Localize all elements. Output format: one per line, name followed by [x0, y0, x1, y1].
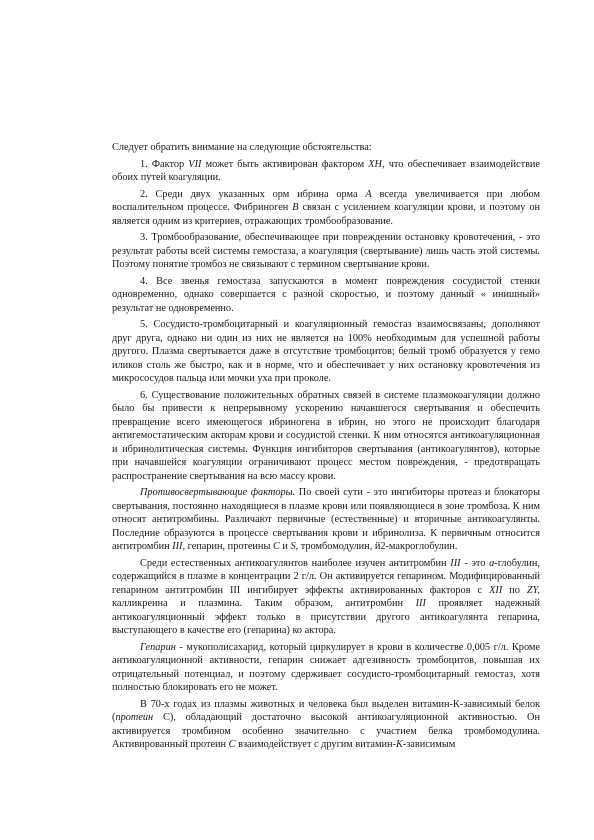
paragraph-5 — [112, 318, 540, 386]
paragraph-4 — [112, 275, 540, 316]
text-segment: калликреина и плазмина. Таким образом, антитромбин — [112, 598, 416, 609]
italic-text: а- — [489, 557, 498, 569]
text-segment: 6. Существование положительных обратных связей в системе плазмокоагуляции должно было бы привести к непрерывному ускорению начавшегося свертывания и обеспечить превращение всего имеющегося ибриногена в ибрин, но этого не происходит благодаря антигемостатическим акторам крови и сосудистой стенки. К ним относятся антикоагуляционная и ибринолитическая системы. Функция ингибиторов свертывания (антикоагулянтов), которые при начавшейся коагуляции ограничивают процесс местом повреждения, - предотвращать распространение свертывания на всю массу крови. — [112, 389, 540, 482]
text-segment: связан с усилением коагуляции крови, и поэтому он является одним из критериев, отражающих тромбообразование. — [112, 202, 540, 227]
italic-text: VII — [188, 158, 202, 170]
paragraph-intro — [112, 141, 540, 155]
italic-text: Гепарин — [140, 641, 176, 653]
italic-text: III — [415, 598, 426, 609]
text-segment: по — [502, 584, 527, 596]
text-segment: что обеспечивает взаимодействие обоих путей коагуляции. — [112, 158, 541, 183]
text-segment: всегда увеличивается при любом воспалительном процессе. Фибриноген — [112, 188, 540, 213]
text-segment: гепарин, протеины — [185, 541, 273, 552]
text-segment: 2. Среди двух указанных орм ибрина орма — [140, 188, 366, 200]
text-segment: проявляет надежный антикоагуляционный эффект только в присутствии другого антикоагулянта гепарина, выступающего в качестве его (гепарина) ко актора. — [112, 598, 540, 636]
paragraph-3 — [112, 231, 540, 272]
text-segment: По своей сути - это ингибиторы протеаз и блокаторы свертывания, постоянно находящиеся в плазме крови или появляющиеся в зоне тромбоза. К ним относят антитромбины. Различают первичные (естественные) и вторичные антикоагулянты. Последние образуются в процессе свертывания крови и ибринолиза. К первичным относится антитромбин — [112, 487, 540, 552]
italic-text: III — [450, 557, 461, 569]
document-page — [112, 141, 540, 755]
italic-text: ZY, — [526, 584, 540, 596]
text-segment: 4. Все звенья гемостаза запускаются в момент повреждения сосудистой стенки одновременно, однако совершается с разной скоростью, и поэтому данный « инишный» результат не одновременно. — [112, 275, 540, 314]
text-segment: В 70-х годах из плазмы животных и человека был выделен витамин-К-зависимый белок ( — [112, 698, 540, 723]
italic-text: В — [292, 202, 299, 213]
text-segment: - это — [460, 557, 490, 569]
text-segment: Среди естественных антикоагулянтов наиболее изучен антитромбин — [140, 557, 451, 569]
paragraph-6 — [112, 389, 540, 484]
paragraph-2 — [112, 188, 540, 229]
text-segment: может быть активирован фактором — [201, 158, 369, 170]
text-segment: 3. Тромбообразование, обеспечивающее при повреждении остановку кровотечения, - это результат работы всей системы гемостаза, а коагуляция (свертывание) лишь часть этой системы. Поэтому понятие тромбоз не связывают с термином свертывание крови. — [112, 232, 540, 270]
italic-text: С — [272, 541, 280, 552]
text-segment: -зависимым — [402, 739, 456, 750]
paragraph-anticoagulants — [112, 486, 540, 554]
text-segment: тромбомодулин, й2-макроглобулин. — [298, 541, 458, 552]
italic-text: А — [365, 188, 372, 200]
text-segment: 5. Сосудисто-тромбоцитарный и коагуляционный гемостаз взаимосвязаны, дополняют друг друга, однако ни один из них не является на 100% необходимым для успешной работы другого. Плазма свертывается даже в отсутствие тромбоцитов; белый тромб образуется у гемо иликов столь же быстро, как и в норме, что и обеспечивает у них остановку кровотечения из микрососудов пальца или мочки уха при проколе. — [112, 319, 540, 384]
text-segment: и — [279, 541, 291, 552]
paragraph-1 — [112, 158, 540, 185]
italic-text: III, — [172, 541, 186, 552]
paragraph-protein-c — [112, 698, 540, 752]
paragraph-antithrombin — [112, 557, 540, 638]
italic-text: XII — [489, 584, 503, 596]
italic-text: XH, — [368, 158, 385, 170]
italic-text: S, — [290, 541, 299, 552]
text-segment: глобулин, содержащийся в плазме в концентрации 2 г/л. Он активируется гепарином. Модифицированный гепарином антитромбин III ингибирует эффекты активированных факторов с — [112, 557, 540, 596]
text-segment: 1. Фактор — [140, 158, 189, 170]
text-segment: взаимодействует с другим витамин- — [235, 739, 396, 750]
text-segment: Следует обратить внимание на следующие обстоятельства: — [112, 142, 372, 153]
italic-text: С — [228, 739, 236, 750]
italic-text: протеин — [115, 712, 154, 723]
paragraph-heparin — [112, 641, 540, 695]
italic-text: К — [395, 739, 403, 750]
italic-text: Противосвертывающие факторы. — [140, 487, 296, 498]
text-segment: - мукополисахарид, который циркулирует в крови в количестве 0,005 г/л. Кроме антикоагуляционной активности, гепарин снижает адгезивность тромбоцитов, повышая их отрицательный потенциал, и поэтому сдерживает сосудисто-тромбоцитарный гемостаз, хотя полностью блокировать его не может. — [112, 641, 540, 693]
text-segment: С), обладающий достаточно высокой антикоагуляционной активностью. Он активируется тромбином особенно значительно с участием белка тромбомодулина. Активированный протеин — [112, 712, 540, 750]
